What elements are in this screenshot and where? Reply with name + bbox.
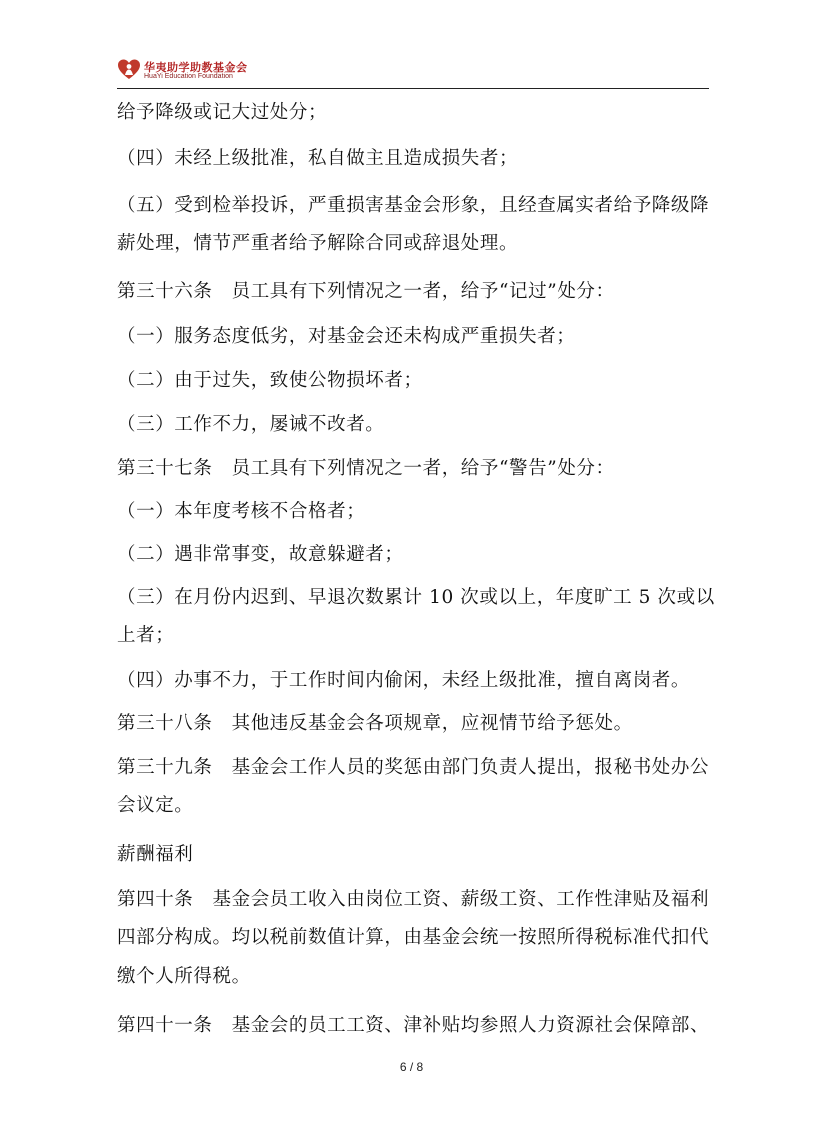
text-line: （二）遇非常事变，故意躲避者； — [117, 544, 404, 565]
text-line: 会议定。 — [117, 795, 194, 816]
org-name-en: HuaYi Education Foundation — [144, 73, 233, 80]
text-line: （四）办事不力，于工作时间内偷闲，未经上级批准，擅自离岗者。 — [117, 670, 691, 691]
heart-person-logo-icon — [117, 58, 141, 82]
text-line: （二）由于过失，致使公物损坏者； — [117, 370, 423, 391]
text-line: 缴个人所得税。 — [117, 966, 251, 987]
org-name-cn: 华夷助学助教基金会 — [144, 61, 248, 74]
text-line: 上者； — [117, 625, 175, 646]
page-header — [117, 56, 709, 89]
text-line: 四部分构成。均以税前数值计算，由基金会统一按照所得税标准代扣代 — [117, 927, 710, 948]
article-36: 第三十六条 员工具有下列情况之一者，给予“记过”处分： — [117, 281, 615, 302]
article-41: 第四十一条 基金会的员工工资、津补贴均参照人力资源社会保障部、 — [117, 1015, 710, 1036]
article-40: 第四十条 基金会员工收入由岗位工资、薪级工资、工作性津贴及福利 — [117, 889, 710, 910]
text-line: 薪处理，情节严重者给予解除合同或辞退处理。 — [117, 233, 519, 254]
text-line: （一）本年度考核不合格者； — [117, 501, 366, 522]
text-line: （四）未经上级批准，私自做主且造成损失者； — [117, 148, 519, 169]
page-number: 6 / 8 — [399, 1060, 424, 1074]
article-37: 第三十七条 员工具有下列情况之一者，给予“警告”处分： — [117, 458, 615, 479]
article-39: 第三十九条 基金会工作人员的奖惩由部门负责人提出，报秘书处办公 — [117, 757, 710, 778]
article-38: 第三十八条 其他违反基金会各项规章，应视情节给予惩处。 — [117, 713, 633, 734]
text-line: 给予降级或记大过处分； — [117, 102, 328, 123]
text-line: （五）受到检举投诉，严重损害基金会形象，且经查属实者给予降级降 — [117, 195, 710, 216]
text-line: （一）服务态度低劣，对基金会还未构成严重损失者； — [117, 326, 576, 347]
text-line: （三）在月份内迟到、早退次数累计 10 次或以上，年度旷工 5 次或以 — [117, 587, 715, 608]
section-heading: 薪酬福利 — [117, 844, 194, 865]
text-line: （三）工作不力，屡诫不改者。 — [117, 414, 385, 435]
